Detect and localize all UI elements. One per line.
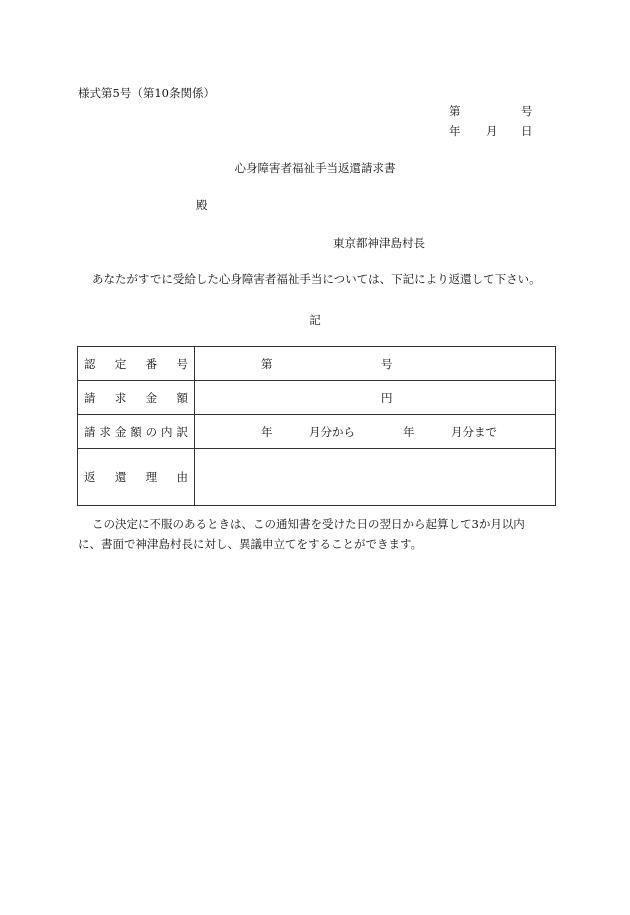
label-char: 理	[145, 470, 158, 484]
from-month-label: 月分から	[309, 424, 355, 439]
label-char: 内	[161, 424, 173, 439]
label-char: 訳	[176, 424, 188, 439]
ki-marker: 記	[309, 313, 321, 327]
label-char: 認	[84, 356, 96, 371]
label-char: 請	[84, 390, 96, 405]
document-number-suffix: 号	[521, 104, 533, 118]
label-cell	[78, 347, 195, 381]
number-suffix: 号	[381, 356, 393, 371]
label-char: 求	[114, 390, 127, 405]
label-char: 金	[145, 390, 158, 405]
label-char: の	[145, 424, 158, 439]
return-reason-label	[78, 469, 194, 485]
label-char: 額	[130, 424, 142, 439]
amount-breakdown-field[interactable]	[195, 415, 556, 449]
certification-number-label	[78, 356, 194, 372]
to-year-label: 年	[403, 424, 415, 439]
label-char: 番	[145, 356, 158, 371]
amount-breakdown-label	[78, 424, 194, 440]
yen-unit: 円	[381, 390, 393, 405]
table-row	[78, 347, 556, 381]
from-year-label: 年	[261, 424, 273, 439]
issuer-name: 東京都神津島村長	[333, 236, 425, 250]
appeal-notice-line-2: に、書面で神津島村長に対し、異議申立てをすることができます。	[78, 537, 423, 551]
date-month-label: 月	[486, 124, 498, 138]
label-char: 額	[176, 390, 188, 405]
appeal-notice-line-1: この決定に不服のあるときは、この通知書を受けた日の翌日から起算して3か月以内	[92, 517, 525, 531]
label-cell	[78, 449, 195, 506]
return-reason-field[interactable]	[195, 449, 556, 506]
label-char: 求	[99, 424, 111, 439]
document-title: 心身障害者福祉手当返還請求書	[234, 161, 396, 175]
label-char: 金	[114, 424, 127, 439]
label-char: 定	[114, 356, 127, 371]
addressee-suffix: 殿	[196, 198, 208, 212]
label-cell	[78, 381, 195, 415]
form-number: 様式第5号（第10条関係）	[78, 86, 215, 100]
to-month-label: 月分まで	[451, 424, 497, 439]
date-year-label: 年	[449, 124, 461, 138]
number-prefix: 第	[261, 356, 273, 371]
label-char: 請	[84, 424, 96, 439]
table-row	[78, 381, 556, 415]
label-char: 由	[176, 470, 188, 484]
certification-number-field[interactable]	[195, 347, 556, 381]
table-row	[78, 449, 556, 506]
label-char: 号	[176, 356, 188, 371]
label-char: 返	[84, 470, 96, 484]
table-row	[78, 415, 556, 449]
details-table	[77, 346, 556, 506]
claim-amount-label	[78, 390, 194, 406]
document-number-label: 第	[449, 104, 461, 118]
intro-text: あなたがすでに受給した心身障害者福祉手当については、下記により返還して下さい。	[92, 272, 541, 286]
label-cell	[78, 415, 195, 449]
label-char: 還	[114, 470, 127, 484]
claim-amount-field[interactable]	[195, 381, 556, 415]
date-day-label: 日	[521, 124, 533, 138]
